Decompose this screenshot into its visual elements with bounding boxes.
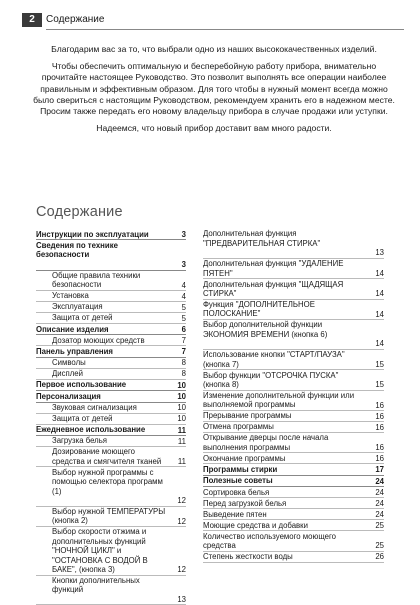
toc-page-number: 10 — [177, 380, 186, 390]
toc-entry[interactable] — [203, 300, 384, 320]
toc-entry-title: Дополнительная функция "ЩАДЯЩАЯ СТИРКА" — [203, 279, 344, 298]
header-title: Содержание — [46, 14, 105, 25]
toc-page-number: 24 — [375, 476, 384, 486]
toc-page-number: 16 — [375, 411, 384, 421]
toc-page-number: 17 — [375, 465, 384, 475]
toc-section[interactable] — [36, 324, 186, 335]
toc-entry[interactable] — [36, 527, 186, 576]
toc-page-number: 14 — [375, 309, 384, 319]
toc-page-number: 24 — [375, 487, 384, 497]
toc-section[interactable] — [36, 240, 186, 270]
toc-page-number: 11 — [177, 436, 186, 446]
toc-entry[interactable] — [203, 411, 384, 422]
toc-page-number: 25 — [375, 541, 384, 551]
toc-entry-title: Дополнительная функция "УДАЛЕНИЕ ПЯТЕН" — [203, 259, 344, 278]
toc-entry-title: Полезные советы — [203, 476, 273, 486]
toc-page-number: 4 — [181, 291, 186, 301]
toc-page-number: 16 — [375, 454, 384, 464]
toc-page-number: 11 — [177, 425, 186, 435]
toc-section[interactable] — [36, 391, 186, 402]
toc-right-column — [203, 229, 384, 563]
toc-entry-title: Звуковая сигнализация — [52, 402, 137, 412]
toc-entry[interactable] — [36, 447, 186, 467]
toc-entry-title: Открывание дверцы после начала выполнения программы — [203, 433, 329, 452]
toc-page-number: 3 — [181, 230, 186, 239]
toc-page-number: 8 — [181, 369, 186, 379]
toc-page-number: 13 — [375, 248, 384, 258]
toc-page-number: 25 — [375, 520, 384, 530]
toc-entry-title: Сведения по технике безопасности — [36, 240, 118, 260]
toc-entry-title: Выбор скорости отжима и дополнительных функций "НОЧНОЙ ЦИКЛ" и "ОСТАНОВКА С ВОДОЙ В БАКЕ", (кнопка 3) — [52, 527, 148, 574]
toc-page-number: 10 — [177, 403, 186, 413]
toc-page-number: 26 — [375, 552, 384, 562]
toc-entry-title: Защита от детей — [52, 313, 113, 323]
toc-entry[interactable] — [203, 520, 384, 531]
toc-entry-title: Окончание программы — [203, 453, 286, 463]
toc-entry[interactable] — [203, 370, 384, 390]
toc-entry-title: Выбор дополнительной функции ЭКОНОМИЯ ВРЕМЕНИ (кнопка 6) — [203, 320, 328, 339]
toc-page-number: 7 — [181, 347, 186, 357]
toc-entry[interactable] — [203, 259, 384, 279]
toc-entry[interactable] — [203, 320, 384, 350]
toc-page-number: 4 — [181, 280, 186, 290]
toc-entry-title: Загрузка белья — [52, 436, 107, 446]
toc-entry-title: Дозирование моющего средства и смягчителя тканей — [52, 447, 162, 466]
toc-entry[interactable] — [36, 467, 186, 506]
toc-page-number: 16 — [375, 422, 384, 432]
toc-entry-title: Изменение дополнительной функции или выполняемой программы — [203, 390, 355, 410]
toc-section[interactable] — [203, 476, 384, 487]
toc-page-number: 14 — [375, 289, 384, 299]
toc-page-number: 15 — [375, 380, 384, 390]
toc-page-number: 14 — [375, 268, 384, 278]
toc-page-number: 12 — [177, 496, 186, 506]
toc-page-number: 7 — [181, 336, 186, 346]
intro-paragraph: Чтобы обеспечить оптимальную и бесперебойную работу прибора, внимательно прочитайте настоящее Руководство. Это позволит выполнять все операции наиболее правильным и эффективным образом. Для того чтобы в нужный момент всегда можно было свериться с настоящим Руководством, рекомендуем хранить его в надежном месте. Просим также передать его новому владельцу прибора в случае продажи или уступки. — [33, 61, 395, 117]
toc-entry-title: Общие правила техники безопасности — [52, 270, 141, 290]
toc-entry-title: Выбор функции "ОТСРОЧКА ПУСКА" (кнопка 8) — [203, 370, 339, 389]
toc-page-number: 15 — [375, 359, 384, 369]
toc-entry-title: Ежедневное использование — [36, 425, 146, 435]
toc-entry[interactable] — [203, 391, 384, 411]
toc-entry[interactable] — [36, 291, 186, 302]
toc-page-number: 10 — [177, 414, 186, 424]
toc-entry[interactable] — [203, 453, 384, 464]
toc-entry-title: Количество используемого моющего средства — [203, 531, 337, 550]
toc-entry-title: Сортировка белья — [203, 487, 270, 497]
toc-page-number: 16 — [375, 443, 384, 453]
toc-section[interactable] — [36, 229, 186, 240]
toc-entry-title: Дисплей — [52, 369, 83, 379]
toc-entry[interactable] — [203, 498, 384, 509]
toc-entry[interactable] — [36, 507, 186, 527]
toc-entry-title: Прерывание программы — [203, 411, 292, 421]
toc-entry-title: Дозатор моющих средств — [52, 335, 145, 345]
intro-paragraph: Надеемся, что новый прибор доставит вам много радости. — [96, 123, 332, 134]
toc-entry-title: Отмена программы — [203, 422, 274, 432]
toc-entry[interactable] — [203, 433, 384, 453]
toc-page-number: 10 — [177, 392, 186, 402]
toc-entry[interactable] — [203, 552, 384, 563]
toc-entry-title: Перед загрузкой белья — [203, 498, 287, 508]
toc-entry[interactable] — [36, 358, 186, 369]
toc-entry-title: Защита от детей — [52, 413, 113, 423]
toc-entry[interactable] — [203, 350, 384, 370]
page-header — [16, 13, 404, 27]
toc-entry-title: Выбор нужной ТЕМПЕРАТУРЫ (кнопка 2) — [52, 506, 166, 526]
toc-entry-title: Первое использование — [36, 380, 127, 390]
toc-entry-title: Символы — [52, 358, 86, 368]
toc-entry[interactable] — [203, 279, 384, 299]
toc-entry[interactable] — [36, 302, 186, 313]
toc-entry-title: Функция "ДОПОЛНИТЕЛЬНОЕ ПОЛОСКАНИЕ" — [203, 299, 315, 319]
toc-section[interactable] — [36, 346, 186, 357]
toc-entry[interactable] — [36, 335, 186, 346]
toc-entry-title: Выбор нужной программы с помощью селектора программ (1) — [52, 467, 163, 496]
page-number: 2 — [22, 13, 42, 27]
toc-entry-title: Дополнительная функция "ПРЕДВАРИТЕЛЬНАЯ СТИРКА" — [203, 229, 321, 248]
toc-entry-title: Кнопки дополнительных функций — [52, 575, 140, 595]
intro-paragraph: Благодарим вас за то, что выбрали одно из наших высококачественных изделий. — [51, 44, 377, 54]
toc-page-number: 24 — [375, 498, 384, 508]
toc-section[interactable] — [36, 425, 186, 436]
toc-entry-title: Выведение пятен — [203, 509, 267, 519]
toc-entry[interactable] — [36, 576, 186, 605]
toc-entry[interactable] — [203, 509, 384, 520]
toc-entry[interactable] — [36, 313, 186, 324]
toc-page-number: 24 — [375, 509, 384, 519]
toc-page-number: 5 — [181, 302, 186, 312]
toc-page-number: 12 — [177, 516, 186, 526]
toc-entry-title: Описание изделия — [36, 324, 109, 334]
toc-title: Содержание — [36, 204, 123, 220]
toc-page-number: 13 — [177, 595, 186, 605]
header-rule — [46, 29, 404, 30]
toc-entry[interactable] — [36, 369, 186, 380]
toc-page-number: 6 — [181, 325, 186, 335]
toc-entry-title: Моющие средства и добавки — [203, 520, 308, 530]
toc-entry-title: Степень жесткости воды — [203, 551, 293, 561]
toc-entry-title: Программы стирки — [203, 464, 278, 474]
toc-page-number: 16 — [375, 400, 384, 410]
toc-left-column — [36, 229, 186, 605]
toc-entry[interactable] — [36, 403, 186, 414]
toc-page-number: 5 — [181, 313, 186, 323]
toc-entry-title: Эксплуатация — [52, 302, 103, 312]
toc-entry-title: Установка — [52, 291, 89, 301]
toc-page-number: 14 — [375, 339, 384, 349]
intro-text — [30, 44, 398, 140]
toc-entry[interactable] — [203, 487, 384, 498]
toc-entry-title: Персонализация — [36, 391, 101, 401]
toc-entry[interactable] — [203, 531, 384, 551]
toc-section[interactable] — [36, 380, 186, 391]
toc-entry-title: Использование кнопки "СТАРТ/ПАУЗА" (кнопка 7) — [203, 350, 345, 369]
toc-section[interactable] — [203, 464, 384, 475]
toc-page-number: 12 — [177, 565, 186, 575]
toc-entry[interactable] — [36, 414, 186, 425]
toc-entry[interactable] — [36, 436, 186, 447]
toc-entry[interactable] — [203, 422, 384, 433]
toc-page-number: 8 — [181, 358, 186, 368]
toc-entry-title: Инструкции по эксплуатации — [36, 229, 149, 239]
toc-entry[interactable] — [36, 271, 186, 291]
toc-entry[interactable] — [203, 229, 384, 259]
toc-page-number: 3 — [181, 260, 186, 270]
toc-page-number: 11 — [177, 457, 186, 467]
toc-entry-title: Панель управления — [36, 346, 113, 356]
